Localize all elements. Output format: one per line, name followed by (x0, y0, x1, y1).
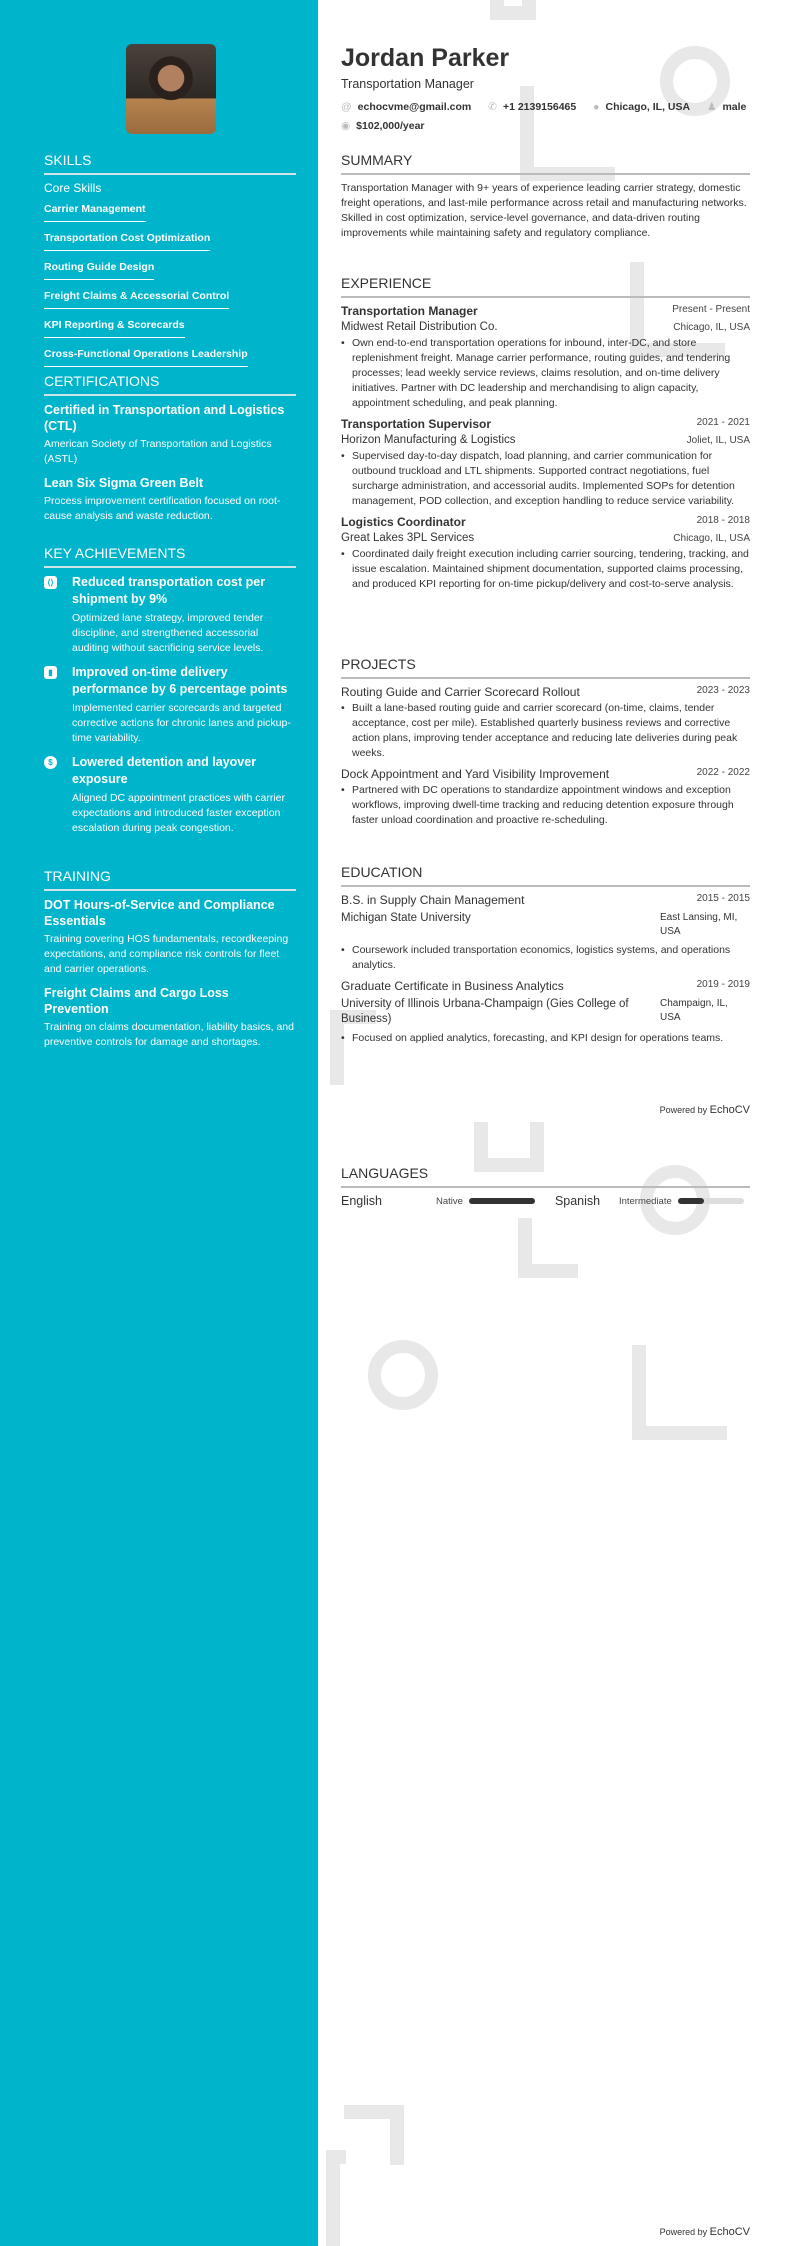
certification-title: Certified in Transportation and Logistics (CTL) (44, 403, 285, 433)
language-level: Native (436, 1195, 463, 1207)
education-school-row (341, 911, 750, 939)
degree: B.S. in Supply Chain Management (341, 893, 525, 907)
job-location: Chicago, IL, USA (673, 322, 750, 333)
training-title: DOT Hours-of-Service and Compliance Essentials (44, 898, 275, 928)
section-heading: TRAINING (44, 868, 296, 891)
experience-item (341, 304, 750, 411)
education-dates: 2015 - 2015 (696, 893, 750, 904)
training-title: Freight Claims and Cargo Loss Prevention (44, 986, 229, 1016)
achievement-title: Lowered detention and layover exposure (72, 755, 257, 786)
email[interactable]: echocvme@gmail.com (357, 101, 472, 113)
job-role: Transportation Supervisor (341, 417, 492, 431)
job-role: Logistics Coordinator (341, 515, 466, 529)
job-bullet: • Own end-to-end transportation operations for inbound, inter-DC, and store replenishment freight. Manage carrier performance, routing guides, and tendering processes; lead weekly service reviews, claims resolution, and on-time delivery initiatives. Partner with DC leadership and merchandising to align capacity, appointment scheduling, and peak planning. (341, 336, 750, 411)
sidebar (0, 0, 318, 2246)
project-dates: 2023 - 2023 (696, 685, 750, 696)
training-section (44, 868, 296, 1058)
salary: $102,000/year (356, 120, 425, 132)
candidate-title: Transportation Manager (341, 77, 474, 91)
section-heading: EXPERIENCE (341, 275, 750, 298)
experience-company-row (341, 431, 750, 449)
achievement-item (44, 754, 296, 836)
decor-shape (490, 0, 536, 20)
education-location: East Lansing, MI, USA (660, 912, 738, 937)
profile-photo (126, 44, 216, 134)
decor-shape (344, 2105, 404, 2165)
skills-section (44, 152, 296, 373)
company-name: Midwest Retail Distribution Co. (341, 321, 498, 333)
job-bullet: • Supervised day-to-day dispatch, load planning, and carrier communication for outbound truckload and LTL shipments. Supported contract negotiations, fuel surcharge administration, and accessorial audits. Implemented SOPs for detention management, POD collection, and exception handling to reduce service variability. (341, 449, 750, 509)
section-heading: SKILLS (44, 152, 296, 175)
achievement-item (44, 574, 296, 656)
education-location: Champaign, IL, USA (660, 998, 728, 1023)
training-desc: Training covering HOS fundamentals, recordkeeping expectations, and compliance risk controls for fleet and carrier operations. (44, 933, 289, 975)
experience-header (341, 515, 750, 529)
skill-item: KPI Reporting & Scorecards (44, 317, 185, 338)
decor-shape (632, 1345, 727, 1440)
project-title: Dock Appointment and Yard Visibility Improvement (341, 767, 610, 781)
salary-icon: ◉ (341, 120, 351, 132)
gender: male (722, 101, 747, 113)
company-name: Great Lakes 3PL Services (341, 532, 475, 544)
language-proficiency-bar (678, 1198, 744, 1204)
company-name: Horizon Manufacturing & Logistics (341, 434, 516, 446)
training-desc: Training on claims documentation, liability basics, and preventive controls for damage and shortages. (44, 1021, 294, 1048)
job-bullet: • Coordinated daily freight execution including carrier sourcing, tendering, tracking, and issue escalation. Maintained shipment documentation, supported claims processing, and produced KPI reporting for on-time pickup/delivery and cost-to-serve analysis. (341, 547, 750, 592)
skill-item: Carrier Management (44, 201, 146, 222)
phone[interactable]: +1 2139156465 (502, 101, 577, 113)
experience-header (341, 417, 750, 431)
skills-subheading: Core Skills (44, 181, 102, 195)
location-pin-icon: ● (593, 101, 600, 113)
section-heading: SUMMARY (341, 152, 750, 175)
section-heading: LANGUAGES (341, 1165, 750, 1188)
degree: Graduate Certificate in Business Analytics (341, 979, 564, 993)
education-school-row (341, 997, 750, 1027)
achievement-item (44, 664, 296, 746)
achievement-desc: Optimized lane strategy, improved tender discipline, and strengthened accessorial auditing without sacrificing service levels. (72, 612, 264, 654)
code-icon: ⟨⟩ (44, 576, 58, 656)
project-title: Routing Guide and Carrier Scorecard Rollout (341, 685, 580, 699)
certification-desc: American Society of Transportation and Logistics (ASTL) (44, 438, 272, 465)
at-icon: @ (341, 101, 352, 113)
experience-item (341, 417, 750, 509)
certification-title: Lean Six Sigma Green Belt (44, 476, 204, 490)
summary-section (341, 152, 750, 241)
skill-item: Cross-Functional Operations Leadership (44, 346, 248, 367)
decor-shape (368, 1340, 438, 1410)
project-bullet: • Built a lane-based routing guide and carrier scorecard (on-time, claims, tender acceptance, cost per mile). Established quarterly business reviews and corrective action plans, improving tender acceptance and reducing late deliveries during peak weeks. (341, 701, 750, 761)
section-heading: PROJECTS (341, 656, 750, 679)
dollar-icon: $ (44, 756, 58, 836)
skill-item: Transportation Cost Optimization (44, 230, 210, 251)
decor-shape (518, 1218, 578, 1278)
decor-shape (326, 2150, 346, 2246)
achievement-title: Improved on-time delivery performance by 6 percentage points (72, 665, 288, 696)
project-dates: 2022 - 2022 (696, 767, 750, 778)
project-header (341, 767, 750, 781)
job-location: Joliet, IL, USA (686, 435, 750, 446)
candidate-name: Jordan Parker (341, 44, 510, 72)
summary-text: Transportation Manager with 9+ years of experience leading carrier strategy, domestic freight operations, and last-mile performance across retail and manufacturing networks. Skilled in cost optimization, service-level governance, and data-driven routing improvements while maintaining safety and regulatory compliance. (341, 182, 747, 239)
school-name: University of Illinois Urbana-Champaign (Gies College of Business) (341, 998, 629, 1025)
language-proficiency-bar (469, 1198, 535, 1204)
section-heading: CERTIFICATIONS (44, 373, 296, 396)
achievement-desc: Aligned DC appointment practices with carrier expectations and introduced faster exception escalation during peak congestion. (72, 792, 286, 834)
education-dates: 2019 - 2019 (696, 979, 750, 990)
job-role: Transportation Manager (341, 304, 478, 318)
clipboard-icon: ▮ (44, 666, 58, 746)
contact-info (341, 98, 751, 136)
job-dates: 2021 - 2021 (696, 417, 750, 428)
experience-section (341, 275, 750, 598)
location: Chicago, IL, USA (605, 101, 691, 113)
certification-desc: Process improvement certification focused on root-cause analysis and waste reduction. (44, 495, 281, 522)
education-header (341, 979, 750, 993)
job-dates: 2018 - 2018 (696, 515, 750, 526)
experience-company-row (341, 529, 750, 547)
language-name: Spanish (554, 1194, 601, 1208)
skill-item: Routing Guide Design (44, 259, 154, 280)
education-bullet: • Focused on applied analytics, forecasting, and KPI design for operations teams. (341, 1031, 750, 1046)
experience-item (341, 515, 750, 592)
education-section (341, 864, 750, 1052)
section-heading: KEY ACHIEVEMENTS (44, 545, 296, 568)
certifications-section (44, 373, 296, 532)
language-level: Intermediate (618, 1195, 672, 1207)
job-dates: Present - Present (672, 304, 750, 315)
skill-item: Freight Claims & Accessorial Control (44, 288, 229, 309)
education-header (341, 893, 750, 907)
achievement-title: Reduced transportation cost per shipment by 9% (72, 575, 266, 606)
experience-header (341, 304, 750, 318)
section-heading: EDUCATION (341, 864, 750, 887)
powered-by: Powered by EchoCV (659, 1104, 750, 1116)
projects-section (341, 656, 750, 834)
person-icon: ♟ (707, 101, 717, 113)
phone-icon: ✆ (488, 101, 497, 113)
achievements-section (44, 545, 296, 844)
experience-company-row (341, 318, 750, 336)
education-bullet: • Coursework included transportation economics, logistics systems, and operations analytics. (341, 943, 750, 973)
project-header (341, 685, 750, 699)
powered-by: Powered by EchoCV (659, 2226, 750, 2238)
language-name: English (341, 1194, 382, 1208)
languages-section (341, 1165, 750, 1208)
achievement-desc: Implemented carrier scorecards and targeted corrective actions for chronic lanes and pickup-time variability. (72, 702, 291, 744)
project-bullet: • Partnered with DC operations to standardize appointment windows and exception workflows, improving dwell-time tracking and reducing detention exposure through faster unload coordination and proactive re-scheduling. (341, 783, 750, 828)
school-name: Michigan State University (341, 912, 471, 924)
job-location: Chicago, IL, USA (673, 533, 750, 544)
